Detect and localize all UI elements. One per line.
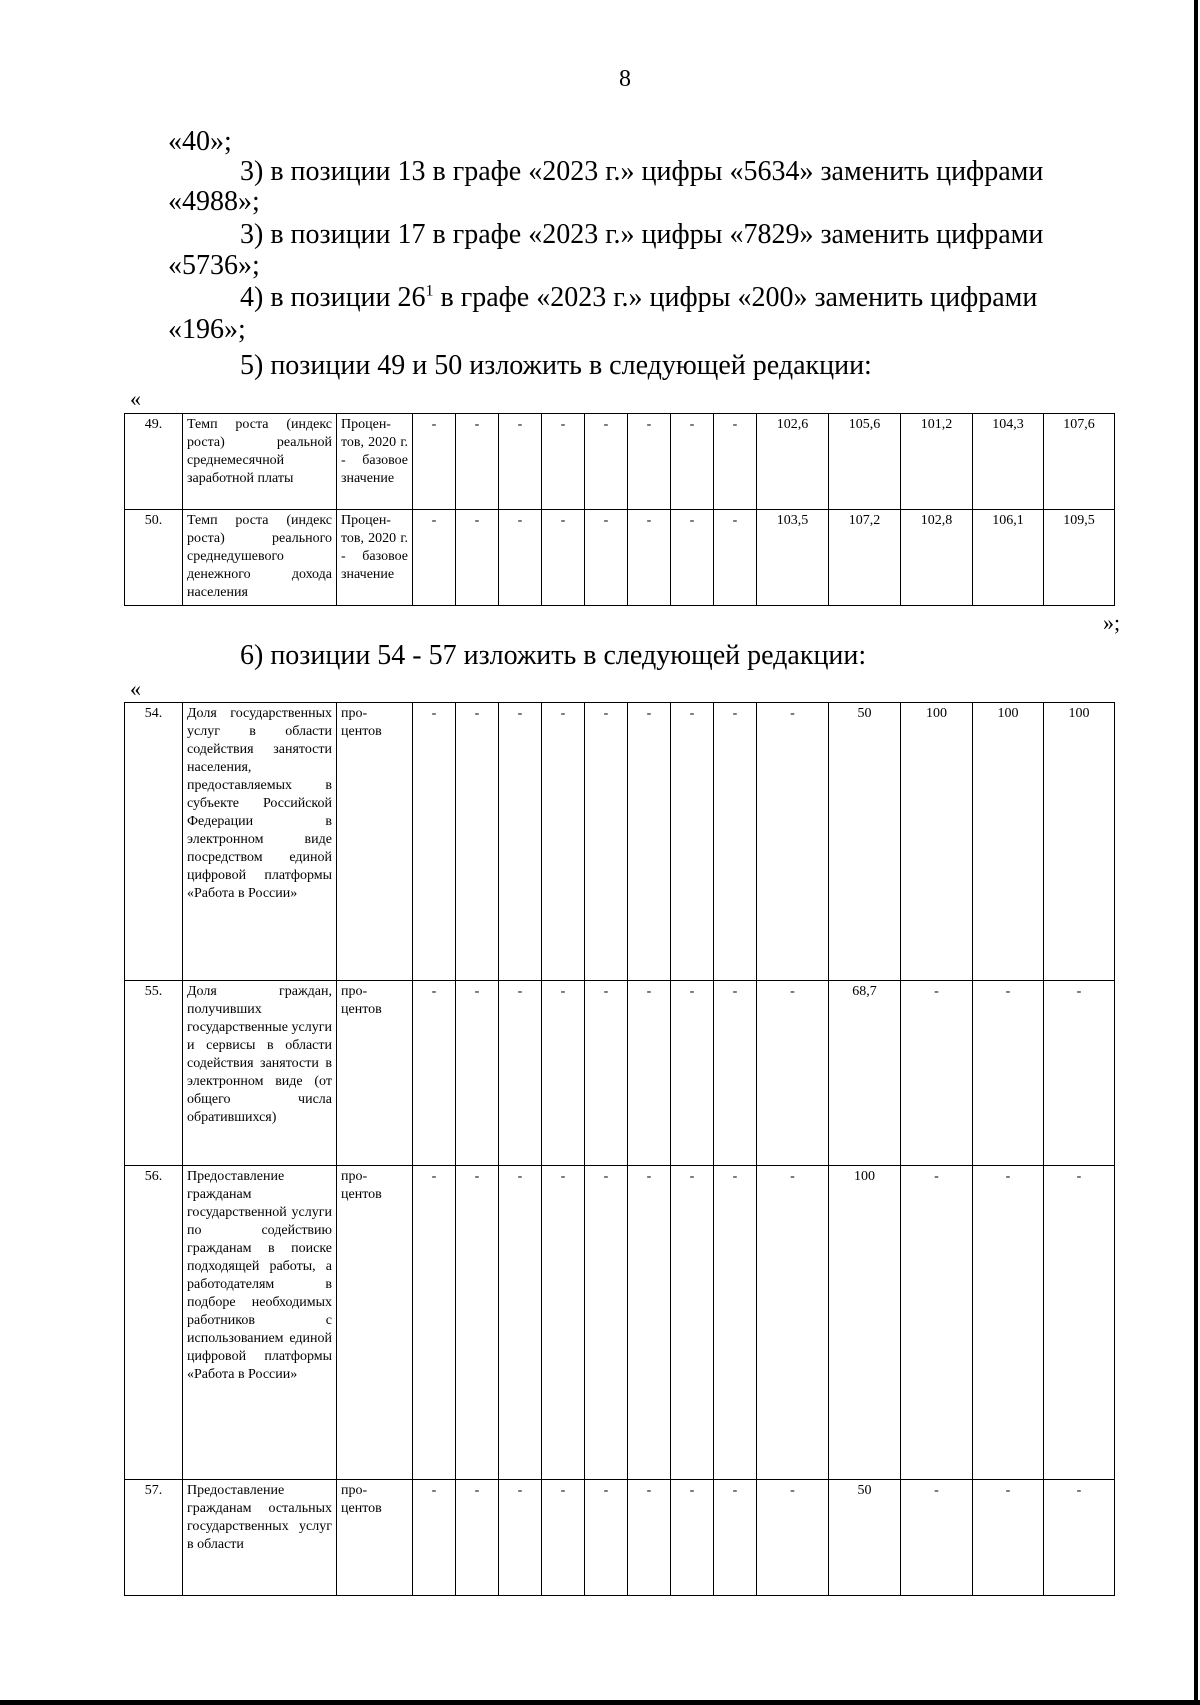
year-value-cell: - bbox=[499, 1480, 542, 1596]
year-value-cell: - bbox=[901, 981, 973, 1166]
page-number: 8 bbox=[619, 66, 631, 92]
year-value-cell: - bbox=[499, 1166, 542, 1480]
year-value-cell: 107,2 bbox=[829, 510, 901, 606]
close-quote-1: »; bbox=[1103, 610, 1121, 635]
year-value-cell: 106,1 bbox=[973, 510, 1044, 606]
year-value-cell: 105,6 bbox=[829, 414, 901, 510]
year-value-cell: - bbox=[499, 981, 542, 1166]
year-value-cell: - bbox=[973, 981, 1044, 1166]
line-6-prefix: 4) в позиции 26 bbox=[240, 282, 426, 313]
text-line-8: 5) позиции 49 и 50 изложить в следующей редакции: bbox=[240, 350, 872, 381]
year-value-cell: - bbox=[671, 703, 714, 981]
year-value-cell: 100 bbox=[901, 703, 973, 981]
unit-cell: Процен- тов, 2020 г. - базовое значение bbox=[337, 510, 413, 606]
position-number-cell: 50. bbox=[125, 510, 183, 606]
year-value-cell: - bbox=[973, 1480, 1044, 1596]
year-value-cell: - bbox=[499, 510, 542, 606]
indicator-name-cell: Темп роста (индекс роста) реальной среднемесячной заработной платы bbox=[183, 414, 337, 510]
year-value-cell: - bbox=[757, 703, 829, 981]
year-value-cell: - bbox=[499, 414, 542, 510]
year-value-cell: 104,3 bbox=[973, 414, 1044, 510]
year-value-cell: - bbox=[757, 1166, 829, 1480]
year-value-cell: - bbox=[901, 1480, 973, 1596]
year-value-cell: - bbox=[757, 981, 829, 1166]
section-6-title: 6) позиции 54 - 57 изложить в следующей редакции: bbox=[240, 640, 867, 671]
unit-cell: про- центов bbox=[337, 981, 413, 1166]
year-value-cell: - bbox=[757, 1480, 829, 1596]
year-value-cell: - bbox=[456, 414, 499, 510]
year-value-cell: - bbox=[671, 414, 714, 510]
table-positions-49-50 bbox=[124, 413, 1115, 606]
year-value-cell: - bbox=[456, 703, 499, 981]
year-value-cell: - bbox=[456, 1166, 499, 1480]
year-value-cell: 109,5 bbox=[1044, 510, 1115, 606]
indicator-name-cell: Предоставление гражданам государственной услуги по содействию гражданам в поиске подходящей работы, а работодателям в подборе необходимых работников с использованием единой цифровой платформы «Работа в России» bbox=[183, 1166, 337, 1480]
year-value-cell: 102,8 bbox=[901, 510, 973, 606]
text-line-7: «196»; bbox=[168, 314, 246, 345]
position-number-cell: 55. bbox=[125, 981, 183, 1166]
year-value-cell: - bbox=[413, 703, 456, 981]
year-value-cell: - bbox=[542, 414, 585, 510]
year-value-cell: 100 bbox=[973, 703, 1044, 981]
year-value-cell: 107,6 bbox=[1044, 414, 1115, 510]
table-row bbox=[125, 703, 1115, 981]
line-6-rest: в графе «2023 г.» цифры «200» заменить цифрами bbox=[440, 282, 1038, 313]
year-value-cell: - bbox=[413, 1480, 456, 1596]
year-value-cell: - bbox=[901, 1166, 973, 1480]
position-number-cell: 54. bbox=[125, 703, 183, 981]
indicator-name-cell: Темп роста (индекс роста) реального среднедушевого денежного дохода населения bbox=[183, 510, 337, 606]
indicator-name-cell: Доля граждан, получивших государственные услуги и сервисы в области содействия занятости в электронном виде (от общего числа обратившихся) bbox=[183, 981, 337, 1166]
year-value-cell: - bbox=[628, 1480, 671, 1596]
unit-cell: про- центов bbox=[337, 703, 413, 981]
scan-bottom-border bbox=[0, 1700, 1200, 1705]
year-value-cell: 50 bbox=[829, 1480, 901, 1596]
year-value-cell: - bbox=[671, 510, 714, 606]
table-row bbox=[125, 414, 1115, 510]
position-number-cell: 56. bbox=[125, 1166, 183, 1480]
year-value-cell: - bbox=[585, 1480, 628, 1596]
year-value-cell: - bbox=[413, 510, 456, 606]
year-value-cell: - bbox=[585, 414, 628, 510]
indicator-name-cell: Предоставление гражданам остальных государственных услуг в области bbox=[183, 1480, 337, 1596]
year-value-cell: 102,6 bbox=[757, 414, 829, 510]
year-value-cell: - bbox=[714, 1480, 757, 1596]
year-value-cell: - bbox=[413, 414, 456, 510]
text-line-2: 3) в позиции 13 в графе «2023 г.» цифры «5634» заменить цифрами bbox=[240, 156, 1044, 187]
year-value-cell: - bbox=[542, 1480, 585, 1596]
table-row bbox=[125, 510, 1115, 606]
year-value-cell: - bbox=[714, 414, 757, 510]
position-number-cell: 57. bbox=[125, 1480, 183, 1596]
year-value-cell: - bbox=[671, 1480, 714, 1596]
year-value-cell: - bbox=[456, 1480, 499, 1596]
unit-cell: про- центов bbox=[337, 1166, 413, 1480]
unit-cell: про- центов bbox=[337, 1480, 413, 1596]
text-line-4: 3) в позиции 17 в графе «2023 г.» цифры «7829» заменить цифрами bbox=[240, 219, 1044, 250]
position-number-cell: 49. bbox=[125, 414, 183, 510]
text-line-6 bbox=[240, 282, 1037, 314]
year-value-cell: - bbox=[1044, 1480, 1115, 1596]
year-value-cell: - bbox=[671, 1166, 714, 1480]
year-value-cell: 100 bbox=[829, 1166, 901, 1480]
year-value-cell: - bbox=[585, 1166, 628, 1480]
year-value-cell: - bbox=[585, 703, 628, 981]
year-value-cell: 68,7 bbox=[829, 981, 901, 1166]
text-line-5: «5736»; bbox=[168, 250, 260, 281]
indicator-name-cell: Доля государственных услуг в области содействия занятости населения, предоставляемых в субъекте Российской Федерации в электронном виде посредством единой цифровой платформы «Работа в России» bbox=[183, 703, 337, 981]
table-row bbox=[125, 981, 1115, 1166]
year-value-cell: - bbox=[714, 510, 757, 606]
year-value-cell: - bbox=[456, 510, 499, 606]
scan-right-border bbox=[1194, 0, 1198, 1705]
table-row bbox=[125, 1480, 1115, 1596]
open-quote-2: « bbox=[130, 676, 141, 701]
year-value-cell: - bbox=[542, 981, 585, 1166]
line-6-superscript: 1 bbox=[425, 282, 434, 300]
year-value-cell: - bbox=[542, 1166, 585, 1480]
text-line-3: «4988»; bbox=[168, 186, 260, 217]
year-value-cell: - bbox=[413, 981, 456, 1166]
table-positions-54-57 bbox=[124, 702, 1115, 1596]
year-value-cell: 100 bbox=[1044, 703, 1115, 981]
year-value-cell: - bbox=[671, 981, 714, 1166]
year-value-cell: - bbox=[628, 1166, 671, 1480]
year-value-cell: - bbox=[714, 981, 757, 1166]
year-value-cell: - bbox=[628, 703, 671, 981]
year-value-cell: - bbox=[714, 703, 757, 981]
year-value-cell: - bbox=[628, 414, 671, 510]
year-value-cell: - bbox=[628, 510, 671, 606]
year-value-cell: - bbox=[542, 510, 585, 606]
year-value-cell: 103,5 bbox=[757, 510, 829, 606]
year-value-cell: 101,2 bbox=[901, 414, 973, 510]
year-value-cell: - bbox=[973, 1166, 1044, 1480]
year-value-cell: - bbox=[456, 981, 499, 1166]
year-value-cell: 50 bbox=[829, 703, 901, 981]
year-value-cell: - bbox=[499, 703, 542, 981]
open-quote-1: « bbox=[130, 386, 141, 411]
year-value-cell: - bbox=[542, 703, 585, 981]
text-line-1: «40»; bbox=[168, 126, 232, 157]
year-value-cell: - bbox=[585, 510, 628, 606]
unit-cell: Процен- тов, 2020 г. - базовое значение bbox=[337, 414, 413, 510]
year-value-cell: - bbox=[1044, 1166, 1115, 1480]
table-row bbox=[125, 1166, 1115, 1480]
year-value-cell: - bbox=[585, 981, 628, 1166]
year-value-cell: - bbox=[628, 981, 671, 1166]
year-value-cell: - bbox=[1044, 981, 1115, 1166]
year-value-cell: - bbox=[413, 1166, 456, 1480]
year-value-cell: - bbox=[714, 1166, 757, 1480]
